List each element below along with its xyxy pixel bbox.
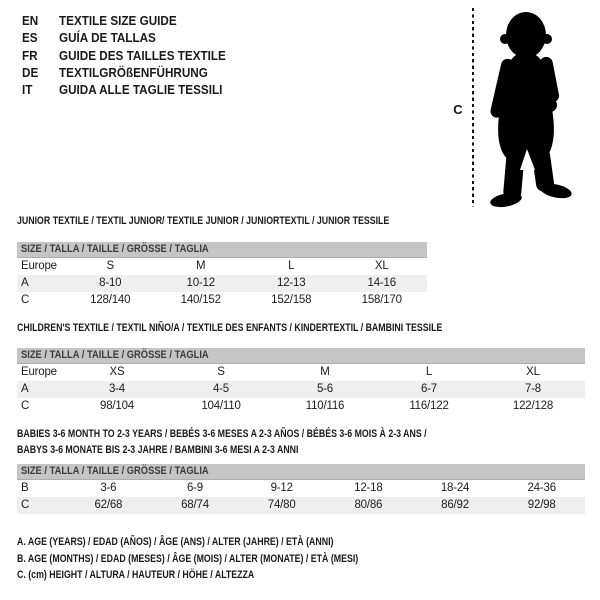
size-cell: XL	[526, 366, 540, 378]
row-label: Europe	[21, 260, 57, 272]
babies-table-title-line2: BABYS 3-6 MONATE BIS 2-3 JAHRE / BAMBINI 3-6 MESI A 2-3 ANNI	[17, 444, 299, 456]
junior-size-table	[17, 242, 427, 309]
guide-title: GUIDA ALLE TAGLIE TESSILI	[59, 82, 223, 98]
table-row-age	[17, 381, 585, 398]
height-cell: 62/68	[94, 499, 123, 511]
children-size-table	[17, 348, 585, 415]
table-row-height	[17, 497, 585, 514]
age-cell: 4-5	[212, 383, 230, 395]
height-measure-dashed-line	[472, 8, 474, 207]
language-row	[22, 29, 244, 46]
size-cell: XL	[374, 260, 389, 272]
language-code: ES	[22, 30, 38, 46]
height-cell: 116/122	[409, 400, 449, 412]
guide-title: TEXTILGRÖßENFÜHRUNG	[59, 64, 208, 80]
language-code: IT	[22, 82, 33, 98]
footnote-text: C. (cm) HEIGHT / ALTURA / HAUTEUR / HÖHE / ALTEZZA	[17, 569, 255, 581]
babies-size-table	[17, 464, 585, 514]
measure-key-footnotes	[17, 534, 444, 584]
row-label: C	[21, 400, 30, 412]
footnote-age-months	[17, 551, 444, 568]
language-title-list	[22, 12, 244, 98]
height-cell: 92/98	[527, 499, 556, 511]
table-row-age	[17, 275, 427, 292]
age-cell: 12-18	[354, 482, 383, 494]
language-row	[22, 64, 244, 81]
junior-table-title-text: JUNIOR TEXTILE / TEXTIL JUNIOR/ TEXTILE JUNIOR / JUNIORTEXTIL / JUNIOR TESSILE	[17, 215, 390, 227]
size-header-label: SIZE / TALLA / TAILLE / GRÖSSE / TAGLIA	[21, 349, 209, 361]
toddler-silhouette-icon	[479, 2, 595, 212]
children-table-title-text: CHILDREN'S TEXTILE / TEXTIL NIÑO/A / TEXTILE DES ENFANTS / KINDERTEXTIL / BAMBINI TESSILE	[17, 322, 443, 334]
age-cell: 14-16	[367, 277, 396, 289]
language-code: DE	[22, 64, 39, 80]
row-label: C	[21, 499, 30, 511]
age-cell: 3-6	[100, 482, 117, 494]
height-measure-label: C	[453, 102, 463, 117]
row-label: A	[21, 277, 29, 289]
footnote-age-years	[17, 534, 444, 551]
table-row-height	[17, 292, 427, 309]
age-cell: 12-13	[277, 277, 306, 289]
age-cell: 3-4	[108, 383, 126, 395]
size-cell: L	[425, 366, 433, 378]
table-row-europe	[17, 258, 427, 275]
table-row-age-months	[17, 480, 585, 497]
row-label: B	[21, 482, 29, 494]
junior-table-title	[17, 213, 482, 229]
table-row-height	[17, 398, 585, 415]
footnote-text: A. AGE (YEARS) / EDAD (AÑOS) / ÂGE (ANS) / ALTER (JAHRE) / ETÀ (ANNI)	[17, 536, 334, 548]
language-code: EN	[22, 13, 39, 28]
children-table-title	[17, 320, 549, 336]
height-cell: 104/110	[201, 400, 241, 412]
table-row-europe	[17, 364, 585, 381]
size-cell: XS	[109, 366, 125, 378]
height-cell: 128/140	[90, 294, 131, 306]
guide-title: TEXTILE SIZE GUIDE	[59, 13, 177, 28]
age-cell: 6-7	[420, 383, 438, 395]
size-header-label: SIZE / TALLA / TAILLE / GRÖSSE / TAGLIA	[21, 243, 209, 255]
row-label: A	[21, 383, 29, 395]
size-header-bar	[17, 464, 585, 480]
size-header-bar	[17, 242, 427, 258]
height-cell: 74/80	[267, 499, 296, 511]
height-cell: 122/128	[512, 400, 554, 412]
language-row	[22, 12, 244, 29]
age-cell: 9-12	[270, 482, 293, 494]
age-cell: 5-6	[316, 383, 334, 395]
size-header-bar	[17, 348, 585, 364]
size-header-label: SIZE / TALLA / TAILLE / GRÖSSE / TAGLIA	[21, 465, 209, 477]
height-cell: 152/158	[271, 294, 312, 306]
row-label: Europe	[21, 366, 57, 378]
language-code: FR	[22, 47, 38, 63]
footnote-text: B. AGE (MONTHS) / EDAD (MESES) / ÂGE (MOIS) / ALTER (MONATE) / ETÀ (MESI)	[17, 552, 359, 565]
height-cell: 140/152	[180, 294, 221, 306]
height-cell: 98/104	[100, 400, 134, 412]
height-cell: 110/116	[305, 400, 345, 412]
age-cell: 24-36	[527, 482, 556, 494]
size-cell: S	[217, 366, 225, 378]
age-cell: 8-10	[99, 277, 122, 289]
language-row	[22, 81, 244, 98]
age-cell: 7-8	[524, 383, 542, 395]
height-cell: 86/92	[441, 499, 469, 511]
size-cell: M	[320, 366, 330, 378]
size-cell: M	[196, 260, 206, 272]
language-row	[22, 47, 244, 64]
height-cell: 158/170	[361, 294, 402, 306]
size-cell: L	[288, 260, 295, 272]
age-cell: 18-24	[440, 482, 470, 494]
babies-table-title	[17, 426, 529, 458]
guide-title: GUIDE DES TAILLES TEXTILE	[59, 47, 226, 63]
age-cell: 10-12	[186, 277, 215, 289]
height-cell: 80/86	[354, 499, 383, 511]
babies-table-title-line1: BABIES 3-6 MONTH TO 2-3 YEARS / BEBÉS 3-6 MESES A 2-3 AÑOS / BÉBÉS 3-6 MOIS À 2-3 ANS /	[17, 428, 427, 440]
guide-title: GUÍA DE TALLAS	[59, 30, 156, 46]
size-cell: S	[106, 260, 114, 272]
age-cell: 6-9	[186, 482, 204, 494]
row-label: C	[21, 294, 30, 306]
footnote-height	[17, 567, 444, 584]
height-cell: 68/74	[181, 499, 209, 511]
